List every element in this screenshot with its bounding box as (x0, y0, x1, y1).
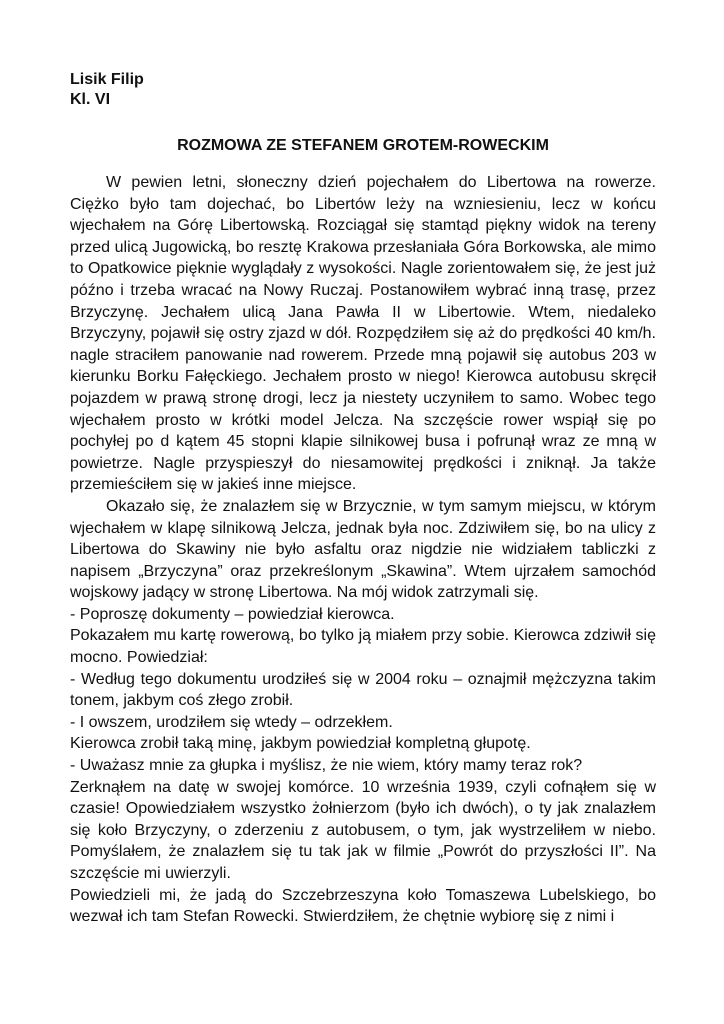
class-label: Kl. VI (70, 91, 111, 108)
document-body (70, 172, 656, 928)
paragraph: - Według tego dokumentu urodziłeś się w 2004 roku – oznajmił mężczyzna takim tonem, jakbym coś złego zrobił. (70, 670, 656, 710)
paragraph: - Poproszę dokumenty – powiedział kierowca. (70, 605, 395, 623)
paragraph: Okazało się, że znalazłem się w Brzycznie, w tym samym miejscu, w którym wjechałem w klapę silnikową Jelcza, jednak była noc. Zdziwiłem się, bo na ulicy z Libertowa do Skawiny nie było asfaltu oraz nigdzie nie widziałem tabliczki z napisem „Brzyczyna” oraz przekreślonym „Skawina”. Wtem ujrzałem samochód wojskowy jadący w stronę Libertowa. Na mój widok zatrzymali się. (70, 497, 656, 602)
paragraph: - Uważasz mnie za głupka i myślisz, że nie wiem, który mamy teraz rok? (70, 757, 583, 775)
paragraph: W pewien letni, słoneczny dzień pojechałem do Libertowa na rowerze. Ciężko było tam dojechać, bo Libertów leży na wzniesieniu, lecz w końcu wjechałem na Górę Libertowską. Rozciągał się stamtąd piękny widok na tereny przed ulicą Jugowicką, bo resztę Krakowa przesłaniała Góra Borkowska, ale mimo to Opatkowice pięknie wyglądały z wysokości. Nagle zorientowałem się, że jest już późno i trzeba wracać na Nowy Ruczaj. Postanowiłem wybrać inną trasę, przez Brzyczynę. Jechałem ulicą Jana Pawła II w Libertowie. Wtem, niedaleko Brzyczyny, pojawił się ostry zjazd w dół. Rozpędziłem się aż do prędkości 40 km/h. nagle straciłem panowanie nad rowerem. Przede mną pojawił się autobus 203 w kierunku Borku Fałęckiego. Jechałem prosto w niego! Kierowca autobusu skręcił pojazdem w prawą stronę drogi, lecz ja niestety uczyniłem to samo. Wobec tego wjechałem prosto w krótki model Jelcza. Na szczęście rower wspiął się po pochyłej po d kątem 45 stopni klapie silnikowej busa i pofrunął wraz ze mną w powietrze. Nagle przyspieszył do niesamowitej prędkości i zniknął. Ja także przemieściłem się w jakieś inne miejsce. (70, 174, 656, 494)
paragraph: - I owszem, urodziłem się wtedy – odrzekłem. (70, 713, 393, 731)
paragraph: Kierowca zrobił taką minę, jakbym powiedział kompletną głupotę. (70, 735, 531, 753)
paragraph: Zerknąłem na datę w swojej komórce. 10 września 1939, czyli cofnąłem się w czasie! Opowiedziałem wszystko żołnierzom (było ich dwóch), o ty jak znalazłem się koło Brzyczyny, o zderzeniu z autobusem, o tym, jak wystrzeliłem w niebo. Pomyślałem, że znalazłem się tu tak jak w filmie „Powrót do przyszłości II”. Na szczęście mi uwierzyli. (70, 778, 656, 882)
paragraph: Powiedzieli mi, że jadą do Szczebrzeszyna koło Tomaszewa Lubelskiego, bo wezwał ich tam Stefan Rowecki. Stwierdziłem, że chętnie wybiorę się z nimi i (70, 886, 656, 926)
document-title: ROZMOWA ZE STEFANEM GROTEM-ROWECKIM (177, 137, 549, 154)
author-name: Lisik Filip (70, 71, 144, 88)
paragraph: Pokazałem mu kartę rowerową, bo tylko ją miałem przy sobie. Kierowca zdziwił się mocno. Powiedział: (70, 627, 656, 667)
